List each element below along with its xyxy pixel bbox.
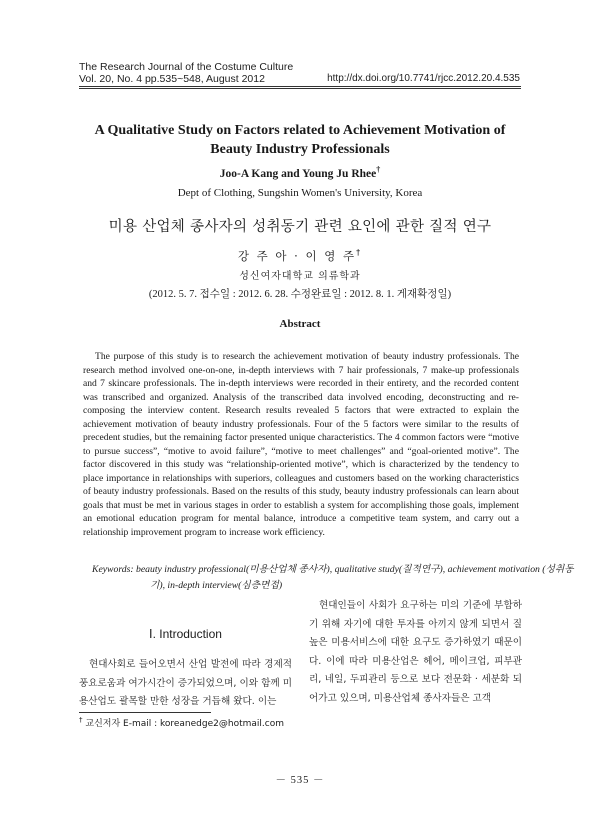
intro-left-column: 현대사회로 들어오면서 산업 발전에 따라 경제적 풍요로움과 여가시간이 증가되었으며, 이와 함께 미용산업도 괄목할 만한 성장을 거듭해 왔다. 이는 xyxy=(79,659,292,707)
authors-en xyxy=(79,165,521,180)
corresponding-author-mark-ko: † xyxy=(356,248,363,258)
header-rule-secondary xyxy=(79,88,521,89)
abstract-text: The purpose of this study is to research the achievement motivation of beauty industry professionals. The research method involved one-on-one, in-depth interviews with 7 hair professionals, 7 make-up professionals and 7 skincare professionals. The in-depth interviews were recorded in their entirety, and the recorded content was transcribed and organized. Analysis of the transcribed data involved encoding, deconstructing and re-composing the interview content. Research results revealed 5 factors that were extracted to explain the achievement motivation of beauty industry professionals. Four of the 5 factors were similar to the results of precedent studies, but the remaining factor presented unique characteristics. The 4 common factors were “motive to pursue success”, “motive to avoid failure”, “motive to meet challenges” and “goal-oriented motive”. The factor discovered in this study was “relationship-oriented motive”, which is characterized by the tendency to place importance in relationships with superiors, colleagues and customers based on the working characteristics of beauty industry professionals. Based on the results of this study, beauty industry professionals can learn about goals that must be met in various stages in order to establish a system for accomplishing those goals, implement an emotional education program for mental balance, introduce a competitive team system, and carry out a relationship improvement program to increase work efficiency. xyxy=(83,351,519,538)
affiliation-en: Dept of Clothing, Sungshin Women's University, Korea xyxy=(177,187,423,199)
corresponding-author-mark: † xyxy=(376,165,381,175)
paper-title-en: A Qualitative Study on Factors related to Achievement Motivation of Beauty Industry Professionals xyxy=(94,123,506,157)
journal-header xyxy=(79,61,293,85)
footnote-text: 교신저자 E-mail : koreanedge2@hotmail.com xyxy=(85,719,284,729)
footnote-mark: † xyxy=(79,716,83,724)
volume-line: Vol. 20, No. 4 pp.535~548, August 2012 xyxy=(79,73,265,85)
page-number: － 535 － xyxy=(275,775,325,786)
footnote xyxy=(79,716,284,729)
submission-dates: (2012. 5. 7. 접수일 : 2012. 6. 28. 수정완료일 : 2012. 8. 1. 게재확정일) xyxy=(148,289,452,300)
doi-link[interactable]: http://dx.doi.org/10.7741/rjcc.2012.20.4.535 xyxy=(327,73,520,84)
footnote-rule xyxy=(79,712,211,713)
authors-ko-names: 강 주 아 · 이 영 주 xyxy=(237,249,357,263)
abstract-heading: Abstract xyxy=(279,318,321,330)
authors-en-names: Joo-A Kang and Young Ju Rhee xyxy=(219,168,377,180)
keywords: Keywords: beauty industry professional(미용산업체 종사자), qualitative study(질적연구), achievement motivation (성취동기), in-depth interview(심층면접) xyxy=(92,564,574,591)
section-heading-introduction: Ⅰ. Introduction xyxy=(149,627,222,641)
authors-ko xyxy=(79,248,521,264)
affiliation-ko: 성신여자대학교 의류학과 xyxy=(239,271,361,282)
header-rule xyxy=(79,86,521,87)
journal-name: The Research Journal of the Costume Culture xyxy=(79,61,294,73)
intro-right-column: 현대인들이 사회가 요구하는 미의 기준에 부합하기 위해 자기에 대한 투자를 아끼지 않게 되면서 질 높은 미용서비스에 대한 요구도 증가하였기 때문이다. 이에 따라 미용산업은 헤어, 메이크업, 피부관리, 네일, 두피관리 등으로 보다 전문화 · 세분화 되어가고 있으며, 미용산업체 종사자들은 고객 xyxy=(309,600,522,704)
paper-title-ko: 미용 산업체 종사자의 성취동기 관련 요인에 관한 질적 연구 xyxy=(108,219,492,235)
